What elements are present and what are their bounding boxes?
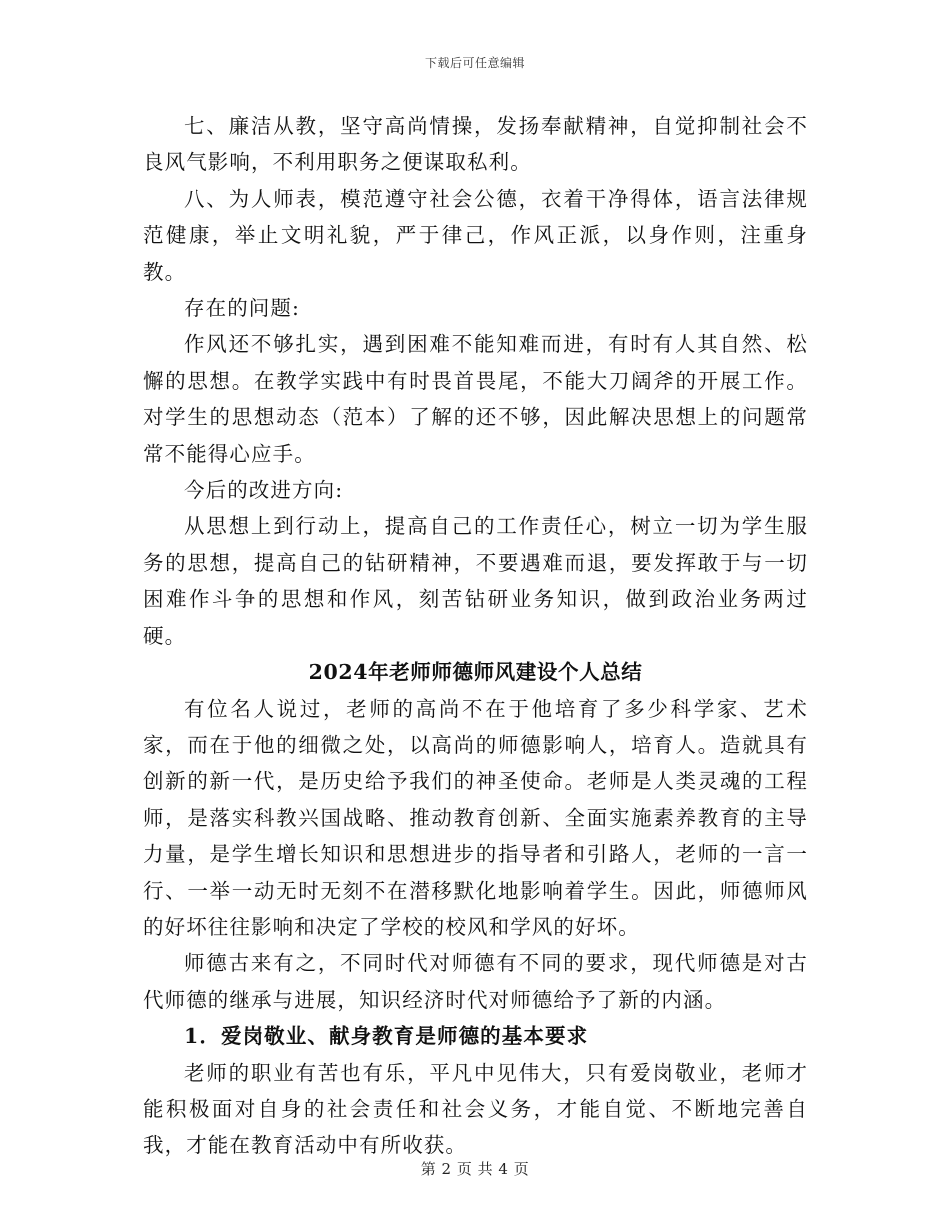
problems-heading: 存在的问题: [184,296,301,321]
intro-paragraph: 有位名人说过，老师的高尚不在于他培育了多少科学家、艺术家，而在于他的细微之处，以高尚的师德影响人，培育人。造就具有创新的新一代，是历史给予我们的神圣使命。老师是人类灵魂的工程师，是落实科教兴国战略、推动教育创新、全面实施素养教育的主导力量，是学生增长知识和思想进步的指导者和引路人，老师的一言一行、一举一动无时无刻不在潜移默化地影响着学生。因此，师德师风的好坏往往影响和决定了学校的校风和学风的好坏。 [143,696,808,939]
document-body [143,108,808,1164]
page-footer: 第 2 页 共 4 页 [420,1160,530,1178]
document-title: 2024年老师师德师风建设个人总结 [308,660,643,685]
history-paragraph: 师德古来有之，不同时代对师德有不同的要求，现代师德是对古代师德的继承与进展，知识经济时代对师德给予了新的内涵。 [143,951,808,1012]
improvement-paragraph: 从思想上到行动上，提高自己的工作责任心，树立一切为学生服务的思想，提高自己的钻研精神，不要遇难而退，要发挥敢于与一切困难作斗争的思想和作风，刻苦钻研业务知识，做到政治业务两过硬。 [143,514,808,648]
page-header: 下载后可任意编辑 [424,56,525,70]
paragraph-item-8: 八、为人师表，模范遵守社会公德，衣着干净得体，语言法律规范健康，举止文明礼貌，严于律己，作风正派，以身作则，注重身教。 [143,186,808,284]
paragraph-item-7: 七、廉洁从教，坚守高尚情操，发扬奉献精神，自觉抑制社会不良风气影响，不利用职务之便谋取私利。 [143,114,808,175]
improvement-heading: 今后的改进方向: [184,478,344,503]
problems-paragraph: 作风还不够扎实，遇到困难不能知难而进，有时有人其自然、松懈的思想。在教学实践中有时畏首畏尾，不能大刀阔斧的开展工作。对学生的思想动态（范本）了解的还不够，因此解决思想上的问题常常不能得心应手。 [143,332,808,466]
section-1-paragraph: 老师的职业有苦也有乐，平凡中见伟大，只有爱岗敬业，老师才能积极面对自身的社会责任和社会义务，才能自觉、不断地完善自我，才能在教育活动中有所收获。 [143,1060,808,1158]
section-1-heading: 1．爱岗敬业、献身教育是师德的基本要求 [184,1024,589,1049]
